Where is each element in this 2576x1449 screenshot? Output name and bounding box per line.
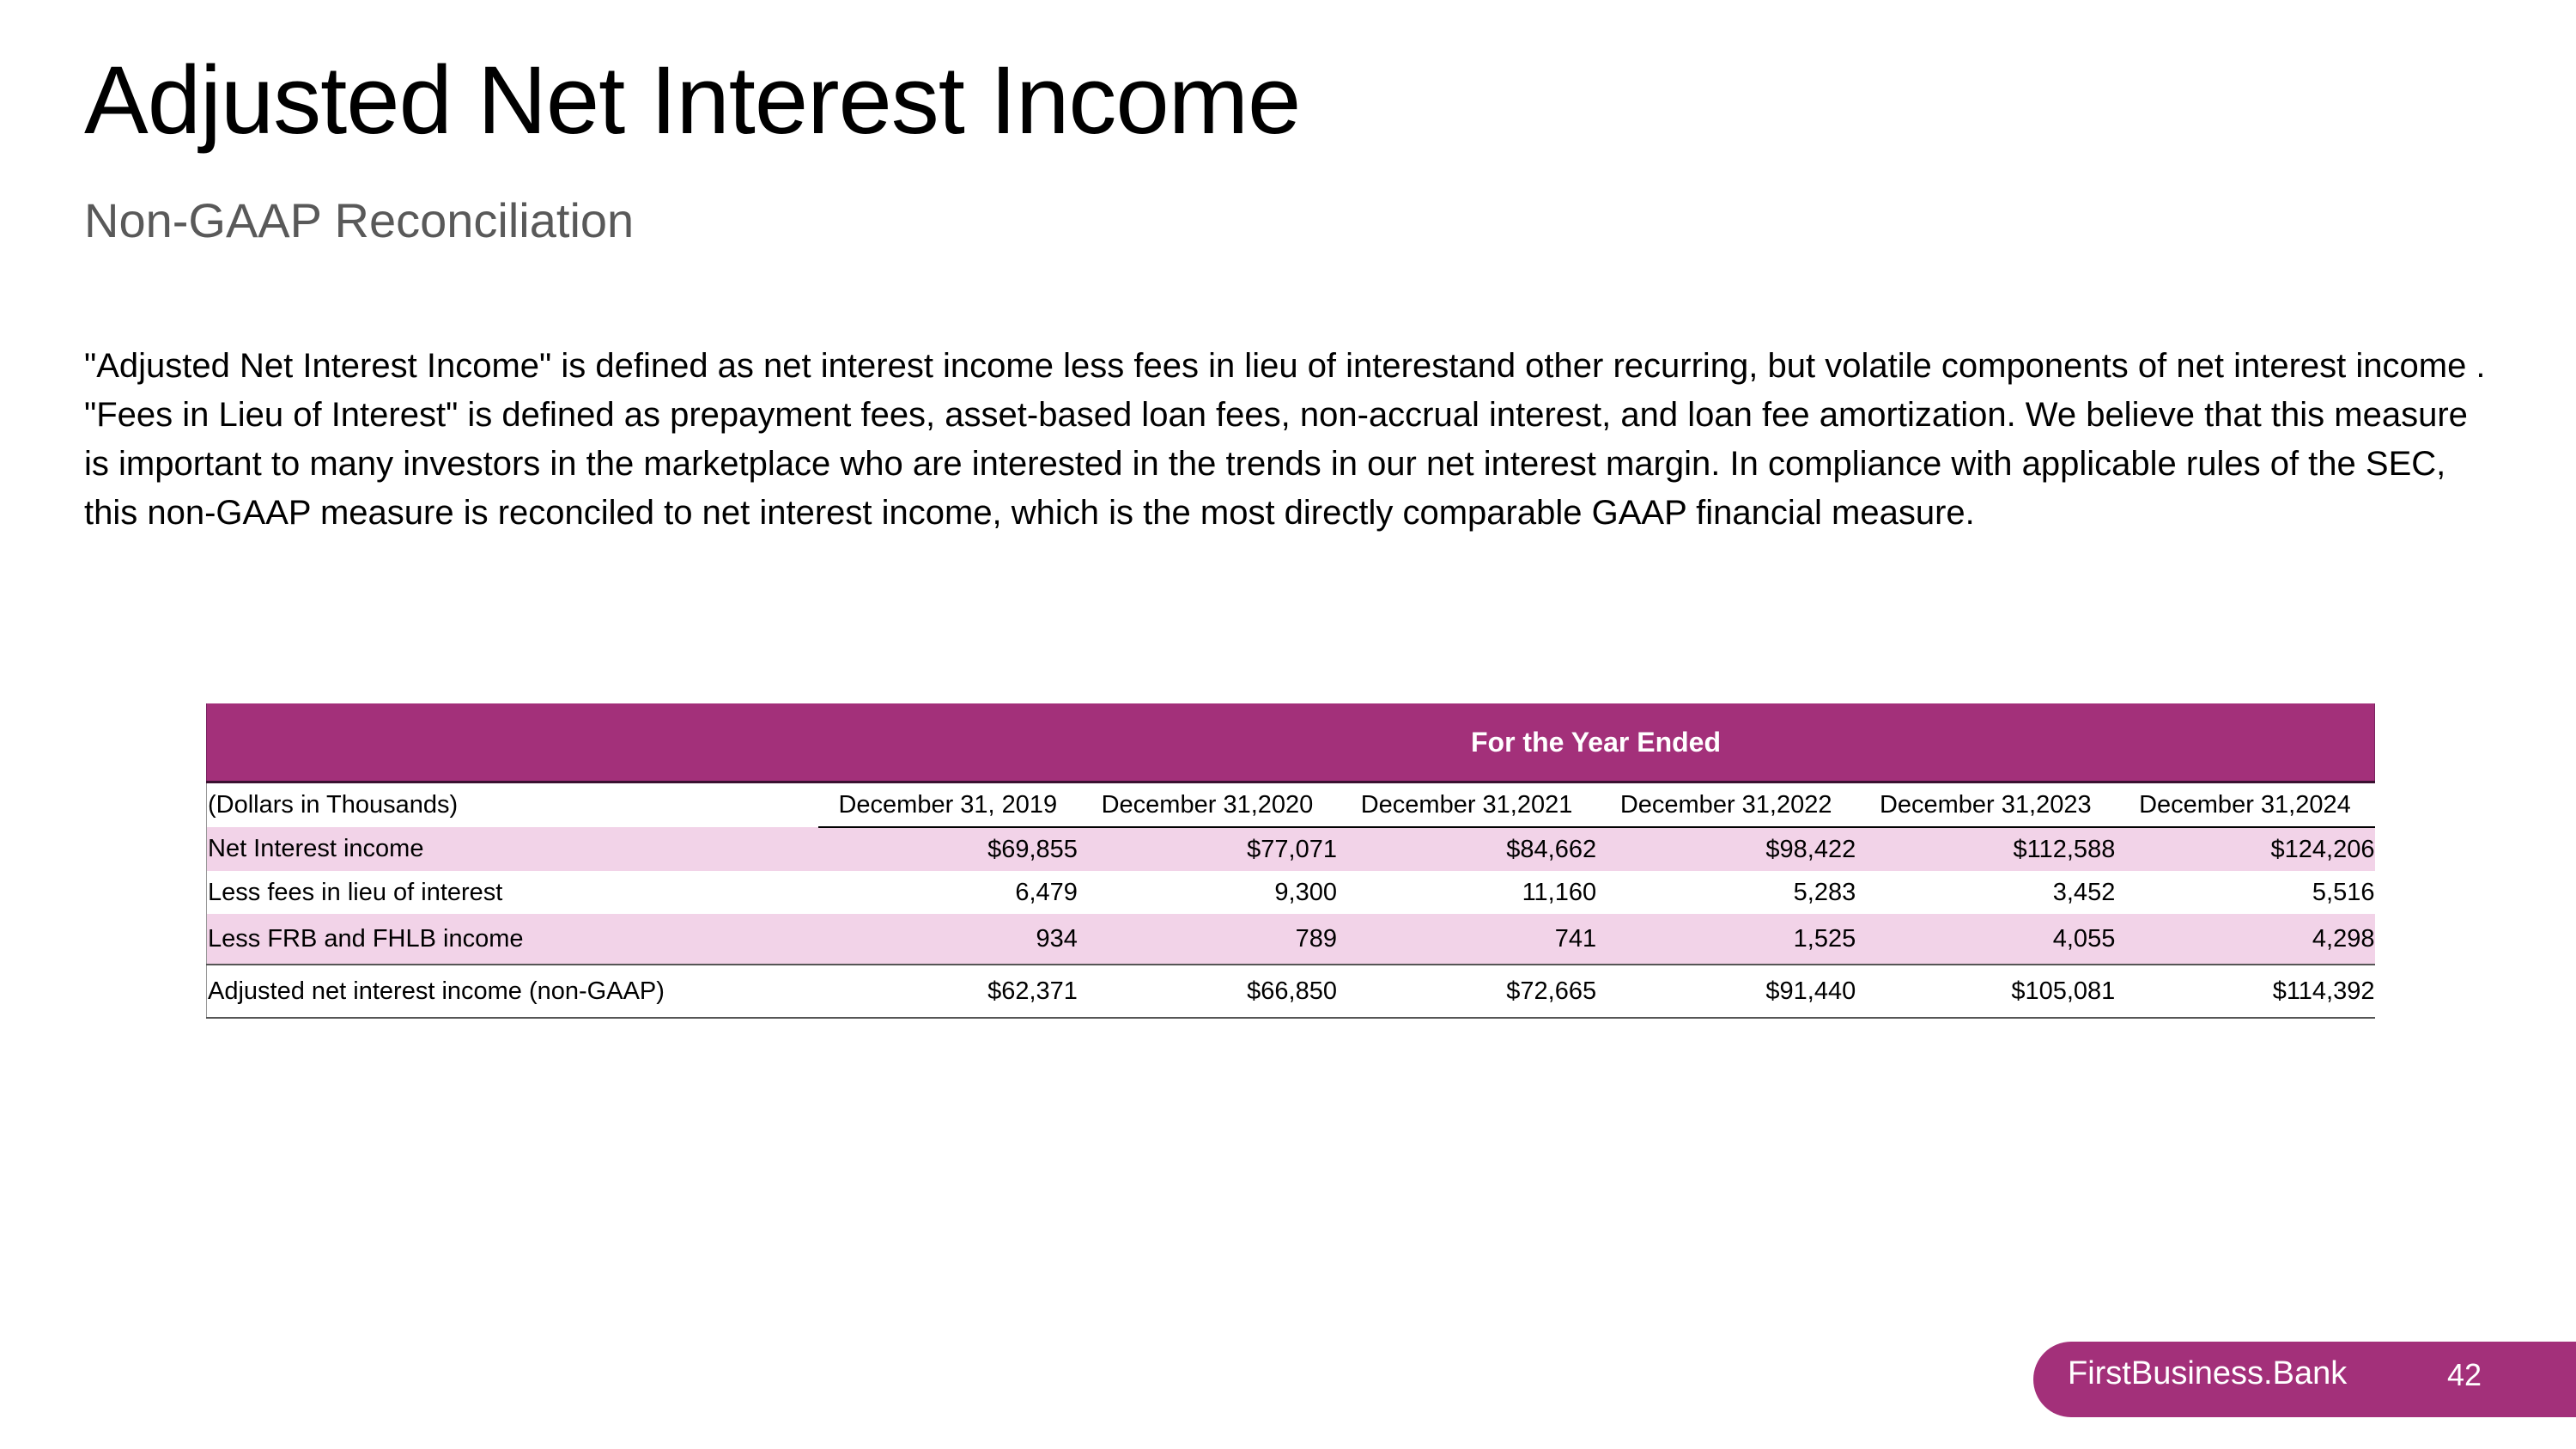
table-cell: 5,516 [2312,878,2375,906]
column-header: December 31,2024 [2115,782,2374,828]
row-label: Less fees in lieu of interest [207,871,818,914]
table-cell: 4,055 [1856,914,2115,965]
slide-title: Adjusted Net Interest Income [84,46,1301,154]
table-cell: $105,081 [1856,965,2115,1018]
page-number: 42 [2447,1357,2482,1392]
table-cell: 934 [818,914,1078,965]
table-cell: $66,850 [1078,965,1337,1018]
brand-logo-text: FirstBusiness.Bank [2068,1355,2348,1391]
table-band-header [207,703,2375,782]
table-cell: 1,525 [1596,914,1856,965]
table-cell: 11,160 [1522,878,1597,906]
definition-text: "Adjusted Net Interest Income" is defined as net interest income less fees in lieu of interestand other recurring, but volatile components of net interest income . "Fees in Lieu of Interest" is defined as prepayment fees, asset-based loan fees, non-accrual interest, and loan fee amortization. We believe that this measure is important to many investors in the marketplace who are interested in the trends in our net interest margin. In compliance with applicable rules of the SEC, this non-GAAP measure is reconciled to net interest income, which is the most directly comparable GAAP financial measure. [84,347,2486,532]
table-column-header-row [207,782,2375,828]
table-cell: $98,422 [1596,827,1856,871]
column-header: December 31,2023 [1856,782,2115,828]
column-header: December 31,2021 [1337,782,1596,828]
table-cell: 6,479 [1015,878,1078,906]
row-label: Less FRB and FHLB income [207,914,818,965]
table-cell: 789 [1078,914,1337,965]
units-label: (Dollars in Thousands) [207,782,818,828]
column-header: December 31,2022 [1596,782,1856,828]
table-cell: 4,298 [2115,914,2374,965]
table-cell: $62,371 [818,965,1078,1018]
table-cell: $124,206 [2115,827,2374,871]
footer-brand-bar [2033,1342,2576,1417]
table-row-total [207,965,2375,1018]
column-header: December 31,2020 [1078,782,1337,828]
table-row [207,871,2375,914]
table-cell: 3,452 [2052,878,2116,906]
table-cell: $112,588 [1856,827,2115,871]
table-cell: $91,440 [1596,965,1856,1018]
table-cell: $69,855 [818,827,1078,871]
table-cell: $84,662 [1337,827,1596,871]
table-cell: 9,300 [1274,878,1337,906]
table-cell: $114,392 [2115,965,2374,1018]
table-row [207,827,2375,871]
row-label: Net Interest income [207,827,818,871]
slide-subtitle: Non-GAAP Reconciliation [84,193,635,247]
table-cell: 5,283 [1793,878,1856,906]
table-cell: $72,665 [1337,965,1596,1018]
table-row [207,914,2375,965]
column-header: December 31, 2019 [818,782,1078,828]
definition-paragraph [84,342,2497,538]
reconciliation-table [206,703,2375,1019]
table-cell: 741 [1337,914,1596,965]
row-label: Adjusted net interest income (non-GAAP) [207,965,818,1018]
table-cell: $77,071 [1078,827,1337,871]
band-title: For the Year Ended [207,703,2375,782]
